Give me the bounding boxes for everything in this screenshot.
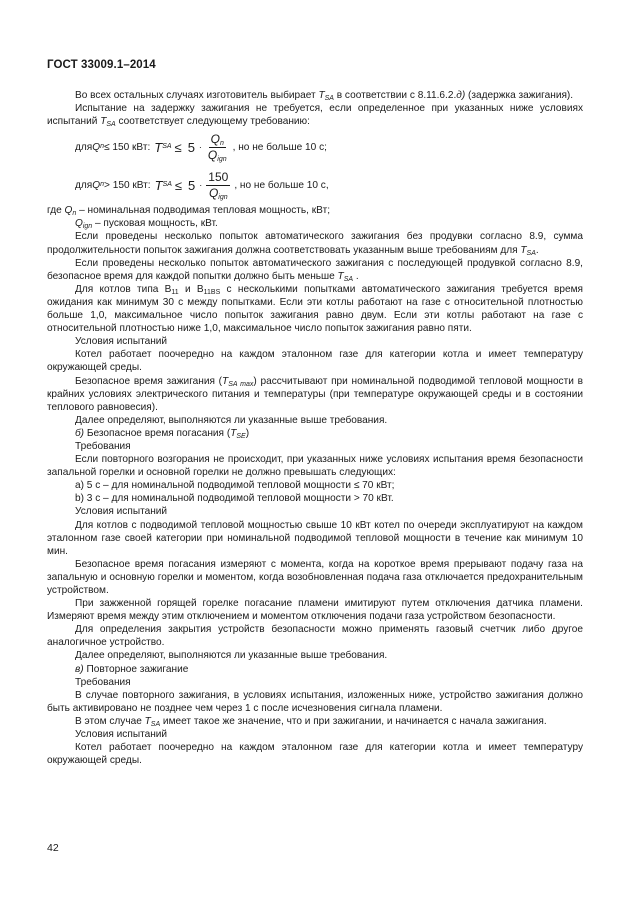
subsection-title: б) Безопасное время погасания $(T_{SE})$	[75, 427, 250, 440]
paragraph: Далее определяют, выполняются ли указанные выше требования.	[75, 414, 388, 426]
paragraph: Для определения закрытия устройств безопасности можно применять газовый счетчик либо другое аналогичное устройство.	[47, 624, 583, 649]
document-header: ГОСТ 33009.1–2014	[47, 59, 156, 71]
paragraph: Для котлов типа $B_{11}$ и $B_{11BS}$ с несколькими попытками автоматического зажигания требуется время ожидания как минимум 30 с между попытками. Если эти котлы работают на газе с относительной плотностью больше 1,0, максимальное число попыток зажигания равно двум. Если эти котлы работают на газе с относительной плотностью ниже 1,0, максимальное число попыток зажигания равно пяти.	[47, 283, 584, 335]
section-heading: Условия испытаний	[75, 506, 168, 518]
fraction: $\frac{Q_n}{Q_{ign}}$	[207, 131, 227, 163]
page-body	[47, 89, 583, 767]
definition: где $Q_n$ – номинальная подводимая тепловая мощность, кВт;	[47, 205, 330, 218]
paragraph: Для котлов с подводимой тепловой мощностью свыше 10 кВт котел по очереди эксплуатируют на каждом эталонном газе своей категории при номинальной подводимой тепловой мощности в течение как минимум 10 мин.	[47, 519, 583, 557]
paragraph: Котел работает поочередно на каждом эталонном газе для категории котла и имеет температуру окружающей среды.	[47, 742, 583, 767]
fraction: $\frac{150}{Q_{ign}}$	[208, 169, 229, 201]
paragraph: Безопасное время зажигания $(T_{SA max})$ рассчитывают при номинальной подводимой тепловой мощности в крайних условиях электрического питания и температуры (при температуре окружающей среды и в состоянии теплового равновесия).	[47, 375, 583, 413]
list-item: b) 3 с – для номинальной подводимой тепловой мощности > 70 кВт.	[75, 493, 394, 505]
subsection-title: в) Повторное зажигание	[75, 663, 189, 675]
paragraph: В случае повторного зажигания, в условиях испытания, изложенных ниже, устройство зажигания должно быть активировано не позднее чем через 1 с после исчезновения сигнала пламени.	[47, 689, 583, 714]
paragraph: Во всех остальных случаях изготовитель выбирает $T_{SA}$ в соответствии с 8.11.6.2.д) (задержка зажигания).	[75, 90, 574, 102]
formula-condition-1: для Q n ≤ 150 кВт: T SA ≤ 5 · $\frac{Q_n}{Q_{ign}}$ , но не больше 10 с;	[75, 131, 327, 163]
paragraph: Испытание на задержку зажигания не требуется, если определенное при указанных ниже условиях испытаний $T_{SA}$ соответствует следующему требованию:	[47, 103, 583, 129]
formula-condition-2: для Q n > 150 кВт: T SA ≤ 5 · $\frac{150}{Q_{ign}}$ , но не больше 10 с,	[75, 169, 329, 201]
paragraph: Безопасное время погасания измеряют с момента, когда на короткое время прерывают подачу газа на запальную и основную горелки и моментом, когда возобновленная подача газа отключается предохранительным устройством.	[47, 558, 583, 596]
paragraph: При зажженной горящей горелке погасание пламени имитируют путем отключения датчика пламени. Измеряют время между этим отключением и моментом отключения подачи газа устройством безопасности.	[47, 598, 583, 623]
paragraph: Далее определяют, выполняются ли указанные выше требования.	[75, 650, 388, 662]
paragraph: Если проведены несколько попыток автоматического зажигания без продувки согласно 8.9, сумма продолжительности попыток зажигания должна соответствовать указанным выше требованиям для $T_{SA}$.	[47, 231, 583, 257]
section-heading: Требования	[75, 440, 131, 452]
paragraph: Котел работает поочередно на каждом эталонном газе для категории котла и имеет температуру окружающей среды.	[47, 349, 583, 374]
section-heading: Требования	[75, 676, 131, 688]
definition: $Q_{ign}$ – пусковая мощность, кВт.	[75, 218, 218, 231]
list-item: а) 5 с – для номинальной подводимой тепловой мощности ≤ 70 кВт;	[75, 480, 395, 492]
section-heading: Условия испытаний	[75, 729, 168, 741]
paragraph: В этом случае $T_{SA}$ имеет такое же значение, что и при зажигании, и начинается с начала зажигания.	[75, 715, 547, 728]
page-number: 42	[47, 842, 59, 854]
paragraph: Если повторного возгорания не происходит, при указанных ниже условиях испытания время безопасности запальной горелки и основной горелки не должно превышать следующих:	[47, 454, 583, 479]
paragraph: Если проведены несколько попыток автоматического зажигания с последующей продувкой согласно 8.9, безопасное время для каждой попытки должно быть меньше $T_{SA}$ .	[47, 257, 583, 283]
section-heading: Условия испытаний	[75, 336, 168, 348]
